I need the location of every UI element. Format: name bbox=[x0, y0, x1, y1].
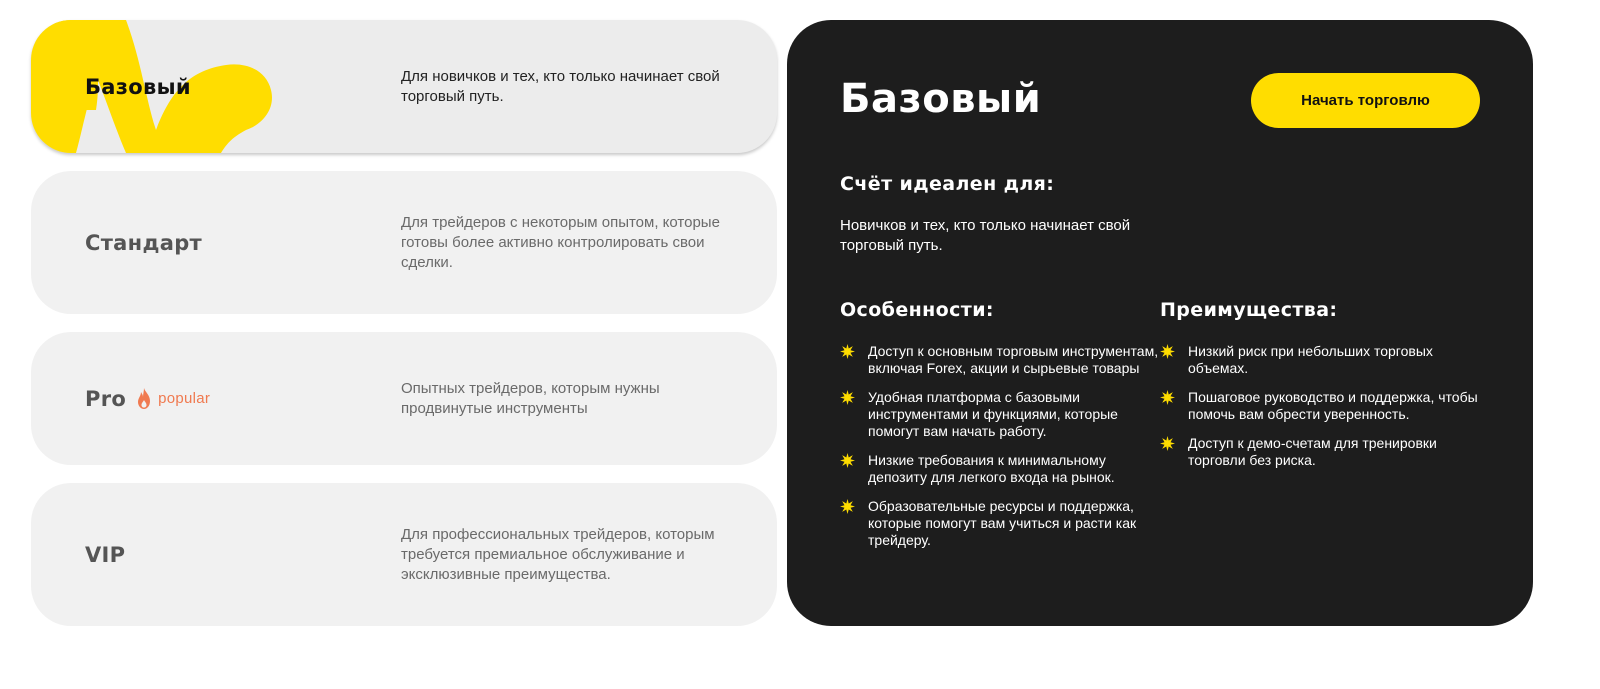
plan-description: Для профессиональных трейдеров, которым требуется премиальное обслуживание и эксклюзивные преимущества. bbox=[401, 525, 715, 583]
list-item: Удобная платформа с базовыми инструментами и функциями, которые помогут вам начать работу. bbox=[840, 389, 1160, 440]
plan-name: Стандарт bbox=[85, 230, 202, 255]
plan-card-pro[interactable] bbox=[31, 332, 777, 465]
features-list bbox=[840, 343, 1160, 561]
plan-card-vip[interactable] bbox=[31, 483, 777, 626]
plan-list bbox=[31, 20, 777, 644]
sun-bullet-icon bbox=[840, 344, 855, 359]
plan-name: VIP bbox=[85, 542, 126, 567]
list-item: Образовательные ресурсы и поддержка, которые помогут вам учиться и расти как трейдеру. bbox=[840, 498, 1160, 549]
sun-bullet-icon bbox=[840, 390, 855, 405]
start-trading-button[interactable]: Начать торговлю bbox=[1251, 73, 1480, 128]
sun-bullet-icon bbox=[1160, 390, 1175, 405]
sun-bullet-icon bbox=[840, 499, 855, 514]
plan-description: Для трейдеров с некоторым опытом, которые готовы более активно контролировать свои сделки. bbox=[401, 213, 720, 271]
plan-name: Pro popular bbox=[85, 386, 211, 411]
advantages-list bbox=[1160, 343, 1480, 481]
plan-description: Опытных трейдеров, которым нужны продвинутые инструменты bbox=[401, 379, 660, 417]
list-item: Низкий риск при небольших торговых объемах. bbox=[1160, 343, 1480, 377]
sun-bullet-icon bbox=[1160, 344, 1175, 359]
popular-badge: popular bbox=[158, 390, 211, 407]
features-heading: Особенности: bbox=[840, 299, 994, 321]
ideal-for-heading: Счёт идеален для: bbox=[840, 173, 1055, 195]
ideal-for-text: Новичков и тех, кто только начинает свой торговый путь. bbox=[840, 217, 1131, 254]
sun-bullet-icon bbox=[840, 453, 855, 468]
sun-bullet-icon bbox=[1160, 436, 1175, 451]
advantages-heading: Преимущества: bbox=[1160, 299, 1338, 321]
plan-card-basic[interactable] bbox=[31, 20, 777, 153]
list-item: Низкие требования к минимальному депозиту для легкого входа на рынок. bbox=[840, 452, 1160, 486]
plan-detail-panel bbox=[787, 20, 1533, 626]
list-item: Доступ к демо-счетам для тренировки торговли без риска. bbox=[1160, 435, 1480, 469]
plan-description: Для новичков и тех, кто только начинает свой торговый путь. bbox=[401, 67, 720, 105]
list-item: Доступ к основным торговым инструментам, включая Forex, акции и сырьевые товары bbox=[840, 343, 1160, 377]
flame-icon bbox=[136, 388, 152, 410]
plan-name: Базовый bbox=[85, 74, 191, 99]
plan-card-standard[interactable] bbox=[31, 171, 777, 314]
detail-title: Базовый bbox=[840, 76, 1042, 122]
list-item: Пошаговое руководство и поддержка, чтобы помочь вам обрести уверенность. bbox=[1160, 389, 1480, 423]
